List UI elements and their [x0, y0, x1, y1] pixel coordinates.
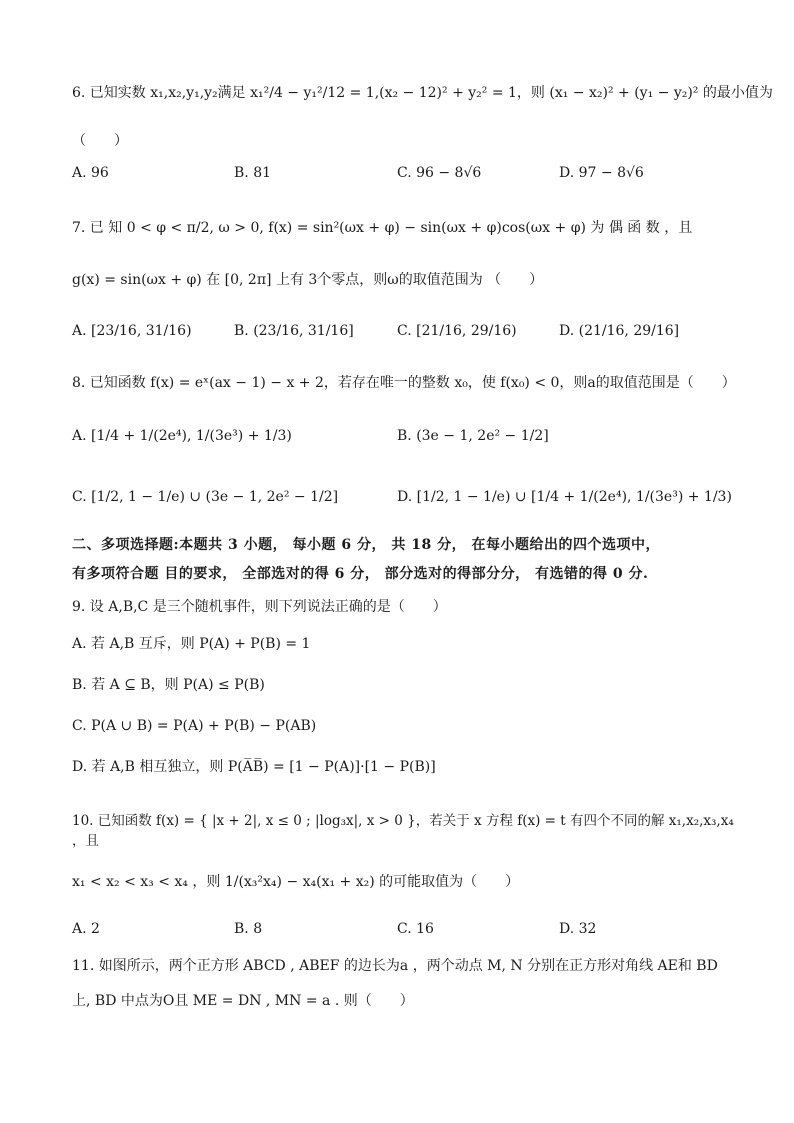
- q8-option-d: D. [1/2, 1 − 1/e) ∪ [1/4 + 1/(2e⁴), 1/(3e³) + 1/3): [397, 489, 732, 505]
- q9-option-c: C. P(A ∪ B) = P(A) + P(B) − P(AB): [72, 718, 317, 734]
- q8-option-a: A. [1/4 + 1/(2e⁴), 1/(3e³) + 1/3): [72, 428, 292, 444]
- q10-option-c: C. 16: [397, 921, 434, 937]
- q6-option-d: D. 97 − 8√6: [559, 165, 644, 181]
- q6-stem: 6. 已知实数 x₁,x₂,y₁,y₂满足 x₁²/4 − y₁²/12 = 1,(x₂ − 12)² + y₂² = 1，则 (x₁ − x₂)² + (y₁ − y₂)² 的最小值为: [72, 85, 773, 101]
- q10-stem-2: x₁ < x₂ < x₃ < x₄ ，则 1/(x₃²x₄) − x₄(x₁ + x₂) 的可能取值为（ ）: [72, 874, 520, 890]
- q10-options: [72, 918, 732, 940]
- q8-option-c: C. [1/2, 1 − 1/e) ∪ (3e − 1, 2e² − 1/2]: [72, 489, 339, 505]
- q8-options-row-2: [72, 486, 732, 508]
- q7-stem-2: g(x) = sin(ωx + φ) 在 [0, 2π] 上有 3个零点，则ω的取值范围为 （ ）: [72, 272, 544, 288]
- q8-stem: 8. 已知函数 f(x) = eˣ(ax − 1) − x + 2，若存在唯一的整数 x₀，使 f(x₀) < 0，则a的取值范围是（ ）: [72, 375, 736, 391]
- q11-stem: 11. 如图所示，两个正方形 ABCD , ABEF 的边长为a ，两个动点 M, N 分别在正方形对角线 AE和 BD: [72, 958, 718, 974]
- q9-stem: 9. 设 A,B,C 是三个随机事件，则下列说法正确的是（ ）: [72, 599, 447, 615]
- q11-stem-2: 上, BD 中点为O且 ME = DN , MN = a . 则（ ）: [72, 993, 414, 1009]
- section-2-line-2: 有多项符合题 目的要求， 全部选对的得 6 分， 部分选对的得部分分， 有选错的得 0 分.: [72, 566, 649, 582]
- q9-option-a: A. 若 A,B 互斥，则 P(A) + P(B) = 1: [72, 636, 311, 652]
- q10-option-b: B. 8: [234, 921, 263, 937]
- q7-option-d: D. (21/16, 29/16]: [559, 323, 680, 339]
- q10-stem: 10. 已知函数 f(x) = { |x + 2|, x ≤ 0 ; |log₃x|, x > 0 }，若关于 x 方程 f(x) = t 有四个不同的解 x₁,x₂,x₃,x₄ ，且: [72, 813, 734, 849]
- q7-options: [72, 320, 732, 342]
- q7-stem: 7. 已 知 0 < φ < π/2, ω > 0, f(x) = sin²(ωx + φ) − sin(ωx + φ)cos(ωx + φ) 为 偶 函 数 ，且: [72, 220, 693, 236]
- q9-option-b: B. 若 A ⊆ B，则 P(A) ≤ P(B): [72, 677, 265, 693]
- q6-paren: （ ）: [72, 133, 128, 149]
- q10-option-a: A. 2: [72, 921, 100, 937]
- q6-options: [72, 162, 732, 184]
- q6-option-c: C. 96 − 8√6: [397, 165, 482, 181]
- q7-option-c: C. [21/16, 29/16): [397, 323, 517, 339]
- q8-options-row-1: [72, 425, 732, 447]
- q6-option-b: B. 81: [234, 165, 272, 181]
- q8-option-b: B. (3e − 1, 2e² − 1/2]: [397, 428, 549, 444]
- q7-option-b: B. (23/16, 31/16]: [234, 323, 354, 339]
- q9-option-d: D. 若 A,B 相互独立，则 P(A̅B̅) = [1 − P(A)]·[1 − P(B)]: [72, 759, 436, 775]
- section-2-line-1: 二、多项选择题:本题共 3 小题， 每小题 6 分， 共 18 分， 在每小题给出的四个选项中，: [72, 537, 660, 553]
- q7-option-a: A. [23/16, 31/16): [72, 323, 192, 339]
- q10-option-d: D. 32: [559, 921, 597, 937]
- q6-option-a: A. 96: [72, 165, 109, 181]
